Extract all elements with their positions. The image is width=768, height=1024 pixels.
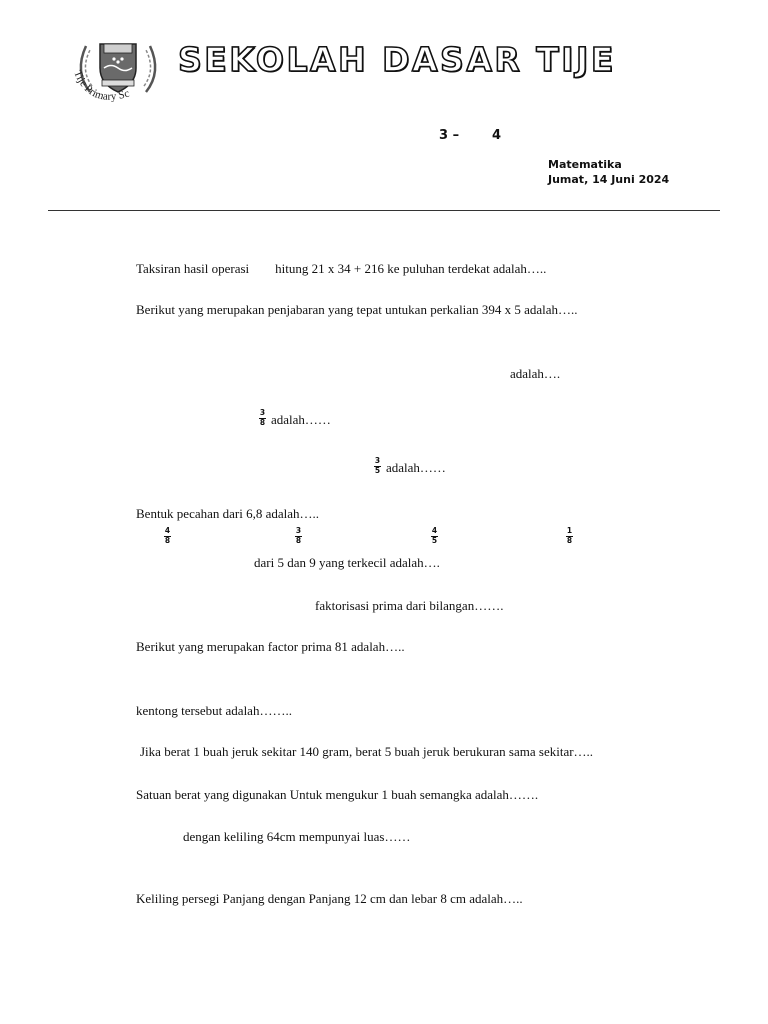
fraction-numerator: 1	[566, 526, 573, 535]
fraction-numerator: 4	[164, 526, 171, 535]
fraction-denominator: 8	[259, 418, 266, 427]
fraction-denominator: 5	[374, 466, 381, 475]
question-9: Berikut yang merupakan factor prima 81 adalah…..	[136, 639, 405, 654]
question-3: adalah….	[510, 366, 561, 381]
fraction-numerator: 3	[259, 408, 266, 417]
question-6: Bentuk pecahan dari 6,8 adalah…..	[136, 506, 320, 521]
fraction-numerator: 3	[295, 526, 302, 535]
fraction-denominator: 8	[566, 536, 573, 545]
subject-label: Matematika	[548, 158, 622, 171]
school-crest-icon	[68, 34, 168, 106]
question-2: Berikut yang merupakan penjabaran yang tepat untukan perkalian 394 x 5 adalah…..	[136, 302, 578, 317]
fraction-numerator: 4	[431, 526, 438, 535]
logo-caption: Tije Primary Sc	[71, 68, 131, 103]
question-4-fraction	[259, 409, 266, 427]
option-b-fraction	[295, 527, 302, 545]
question-13: dengan keliling 64cm mempunyai luas……	[183, 829, 411, 844]
question-4: adalah……	[271, 412, 331, 427]
header-divider	[48, 210, 720, 211]
fraction-denominator: 5	[431, 536, 438, 545]
question-14: Keliling persegi Panjang dengan Panjang 12 cm dan lebar 8 cm adalah…..	[136, 891, 523, 906]
exam-date: Jumat, 14 Juni 2024	[548, 173, 670, 186]
fraction-denominator: 8	[164, 536, 171, 545]
question-5: adalah……	[386, 460, 446, 475]
option-c-fraction	[431, 527, 438, 545]
fraction-denominator: 8	[295, 536, 302, 545]
question-11: Jika berat 1 buah jeruk sekitar 140 gram, berat 5 buah jeruk berukuran sama sekitar…..	[140, 744, 594, 759]
option-a-fraction	[164, 527, 171, 545]
school-name-title: SEKOLAH DASAR TIJE	[178, 40, 616, 79]
fraction-numerator: 3	[374, 456, 381, 465]
grade-right: 4	[492, 128, 502, 143]
option-d-fraction	[566, 527, 573, 545]
question-10: kentong tersebut adalah……..	[136, 703, 292, 718]
question-1: Taksiran hasil operasi hitung 21 x 34 + 216 ke puluhan terdekat adalah…..	[136, 261, 547, 276]
question-5-fraction	[374, 457, 381, 475]
school-logo	[68, 34, 168, 106]
question-8: faktorisasi prima dari bilangan…….	[315, 598, 504, 613]
grade-left: 3 –	[439, 128, 460, 143]
question-12: Satuan berat yang digunakan Untuk mengukur 1 buah semangka adalah…….	[136, 787, 539, 802]
question-7: dari 5 dan 9 yang terkecil adalah….	[254, 555, 440, 570]
